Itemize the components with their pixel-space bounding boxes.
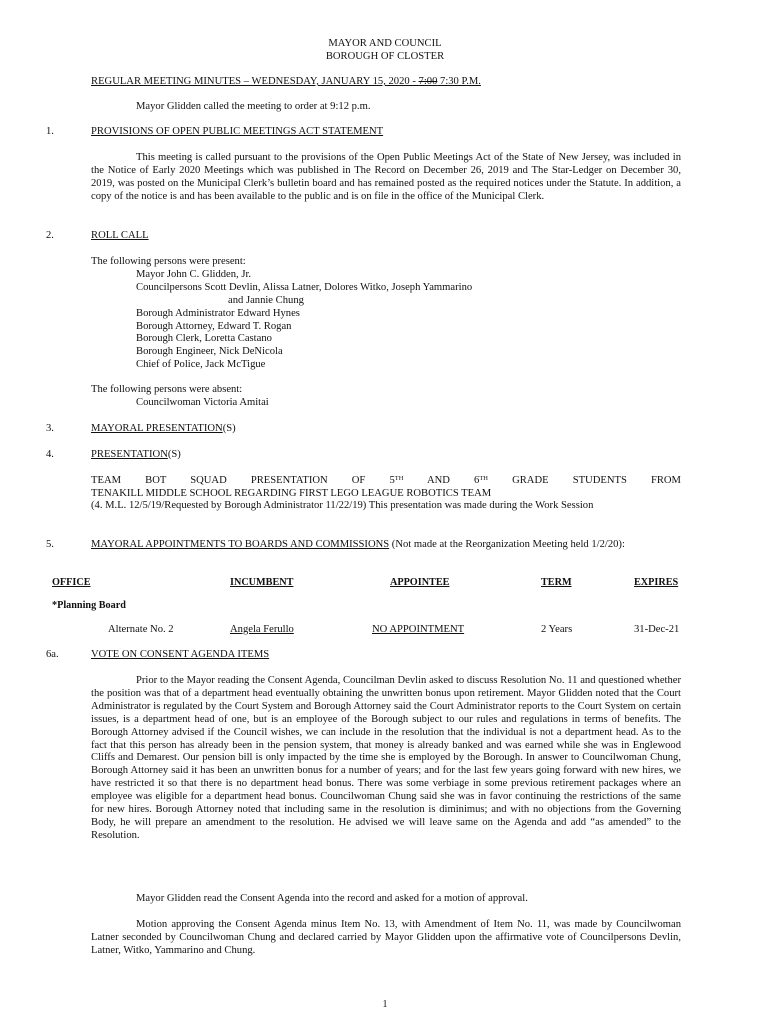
present-item: Borough Attorney, Edward T. Rogan: [136, 320, 292, 332]
section-4-title-suffix: (S): [167, 449, 181, 460]
presentation-line-2: TENAKILL MIDDLE SCHOOL REGARDING FIRST LEGO LEAGUE ROBOTICS TEAM: [91, 488, 492, 499]
cell-incumbent: Angela Ferullo: [230, 624, 294, 635]
page-number: 1: [382, 999, 388, 1010]
section-1-number: 1.: [46, 126, 54, 137]
cell-office: Alternate No. 2: [108, 624, 174, 635]
presentation-line-3: (4. M.L. 12/5/19/Requested by Borough Administrator 11/22/19) This presentation was made during the Work Session: [91, 500, 594, 511]
section-4-heading: [91, 449, 181, 462]
header-line-2: BOROUGH OF CLOSTER: [325, 51, 445, 62]
section-4-number: 4.: [46, 449, 54, 460]
section-4-title: PRESENTATION: [91, 449, 168, 460]
section-6a-para-2-text: Mayor Glidden read the Consent Agenda into the record and asked for a motion of approval.: [136, 893, 528, 904]
section-5-heading: [91, 539, 681, 552]
section-1-title: PROVISIONS OF OPEN PUBLIC MEETINGS ACT STATEMENT: [91, 126, 384, 137]
presentation-line-1c: GRADE STUDENTS FROM: [487, 475, 681, 486]
section-6a-para-3: [91, 919, 681, 958]
section-3-heading: [91, 423, 236, 436]
section-5-title: MAYORAL APPOINTMENTS TO BOARDS AND COMMISSIONS: [91, 539, 390, 550]
present-label: The following persons were present:: [91, 256, 246, 267]
section-3-title: MAYORAL PRESENTATION: [91, 423, 223, 434]
present-item: Borough Administrator Edward Hynes: [136, 307, 300, 319]
presentation-line-1a: TEAM BOT SQUAD PRESENTATION OF 5: [91, 475, 395, 486]
cell-appointee: NO APPOINTMENT: [372, 624, 465, 635]
absent-label: The following persons were absent:: [91, 384, 243, 395]
section-5-title-suffix: (Not made at the Reorganization Meeting held 1/2/20):: [389, 539, 625, 550]
header-line-1: MAYOR AND COUNCIL: [328, 38, 442, 49]
section-6a-number: 6a.: [46, 649, 59, 660]
present-item: Mayor John C. Glidden, Jr.: [136, 269, 252, 280]
section-6a-para-2: [91, 893, 681, 906]
present-item: Borough Engineer, Nick DeNicola: [136, 346, 283, 358]
section-6a-para-3-text: Motion approving the Consent Agenda minus Item No. 13, with Amendment of Item No. 11, was made by Councilwoman Latner seconded by Councilwoman Chung and declared carried by Mayor Glidden upon the affirmative vote of Councilpersons Devlin, Latner, Witko, Yammarino and Chung.: [91, 919, 681, 956]
section-2-number: 2.: [46, 230, 54, 241]
present-item: and Jannie Chung: [228, 294, 304, 306]
col-appointee: APPOINTEE: [390, 577, 450, 588]
section-2-title: ROLL CALL: [91, 230, 149, 241]
col-office: OFFICE: [52, 577, 91, 588]
call-to-order: Mayor Glidden called the meeting to order at 9:12 p.m.: [136, 101, 371, 112]
ordinal-sup-2: TH: [479, 475, 488, 482]
section-6a-para-1-text: Prior to the Mayor reading the Consent Agenda, Councilman Devlin asked to discuss Resolution No. 11 and questioned whether the position was that of a department head eventually obtaining the unwritten bonus upon retirement. Mayor Glidden noted that the Court Administrator is regulated by the Court System and Borough Attorney said the Court Administrator reports to the Court System on certain issues, is a department head of one, but is an employee of the Borough subject to our rules and regulations in terms of benefits. The Borough Attorney advised if the Council wishes, we can include in the resolution that the individual is not a department head. As to the fact that this person has already been in the pension system, that money is already banked and was earned while she was in Englewood Cliffs and Demarest. Our pension bill is only impacted by the time she is employed by the Borough. In answer to Councilwoman Chung, Borough Attorney said it has been an unwritten bonus for a number of years; and for the last few years going forward with new hires, we have restricted it so that there is no department head bonus. There was some verbiage in some previous retirement packages where an employee was eligible for a department head bonus. Councilwoman Chung said she was in favor continuing the restrictions of the same for new hires. Borough Attorney noted that including same in the resolution is diminimus; and with no objections from the Governing Body, he will prepare an amendment to the resolution. He advised we will leave same on the Agenda and add “as amended” to the Resolution.: [91, 675, 681, 841]
col-incumbent: INCUMBENT: [230, 577, 294, 588]
minutes-title-struck-time: 7:00: [418, 76, 438, 87]
cell-expires: 31-Dec-21: [634, 624, 680, 635]
minutes-title-prefix: REGULAR MEETING MINUTES – WEDNESDAY, JANUARY 15, 2020 -: [91, 76, 419, 87]
present-item: Councilpersons Scott Devlin, Alissa Latner, Dolores Witko, Joseph Yammarino: [136, 281, 473, 293]
section-1-body: [91, 152, 681, 204]
presentation-line-1b: AND 6: [403, 475, 480, 486]
present-list: [91, 269, 472, 372]
section-3-title-suffix: (S): [222, 423, 236, 434]
minutes-title: [91, 76, 481, 89]
group-planning-board: *Planning Board: [52, 600, 126, 611]
minutes-title-suffix: 7:30 P.M.: [437, 76, 481, 87]
section-6a-title: VOTE ON CONSENT AGENDA ITEMS: [91, 649, 270, 660]
section-6a-para-1: [91, 675, 681, 843]
col-term: TERM: [541, 577, 572, 588]
present-item: Borough Clerk, Loretta Castano: [136, 333, 272, 345]
present-item: Chief of Police, Jack McTigue: [136, 359, 266, 371]
absent-item: Councilwoman Victoria Amitai: [136, 397, 269, 408]
presentation-line-1: [91, 475, 681, 488]
section-5-number: 5.: [46, 539, 54, 550]
section-1-body-text: This meeting is called pursuant to the provisions of the Open Public Meetings Act of the State of New Jersey, was included in the Notice of Early 2020 Meetings which was published in The Record on December 26, 2019 and The Star-Ledger on December 30, 2019, was posted on the Municipal Clerk’s bulletin board and has remained posted as the required notices under the Statute. In addition, a copy of the notice is and has been available to the public and is on file in the office of the Municipal Clerk.: [91, 152, 681, 202]
cell-term: 2 Years: [541, 624, 573, 635]
ordinal-sup-1: TH: [394, 475, 404, 482]
col-expires: EXPIRES: [634, 577, 679, 588]
section-3-number: 3.: [46, 423, 54, 434]
